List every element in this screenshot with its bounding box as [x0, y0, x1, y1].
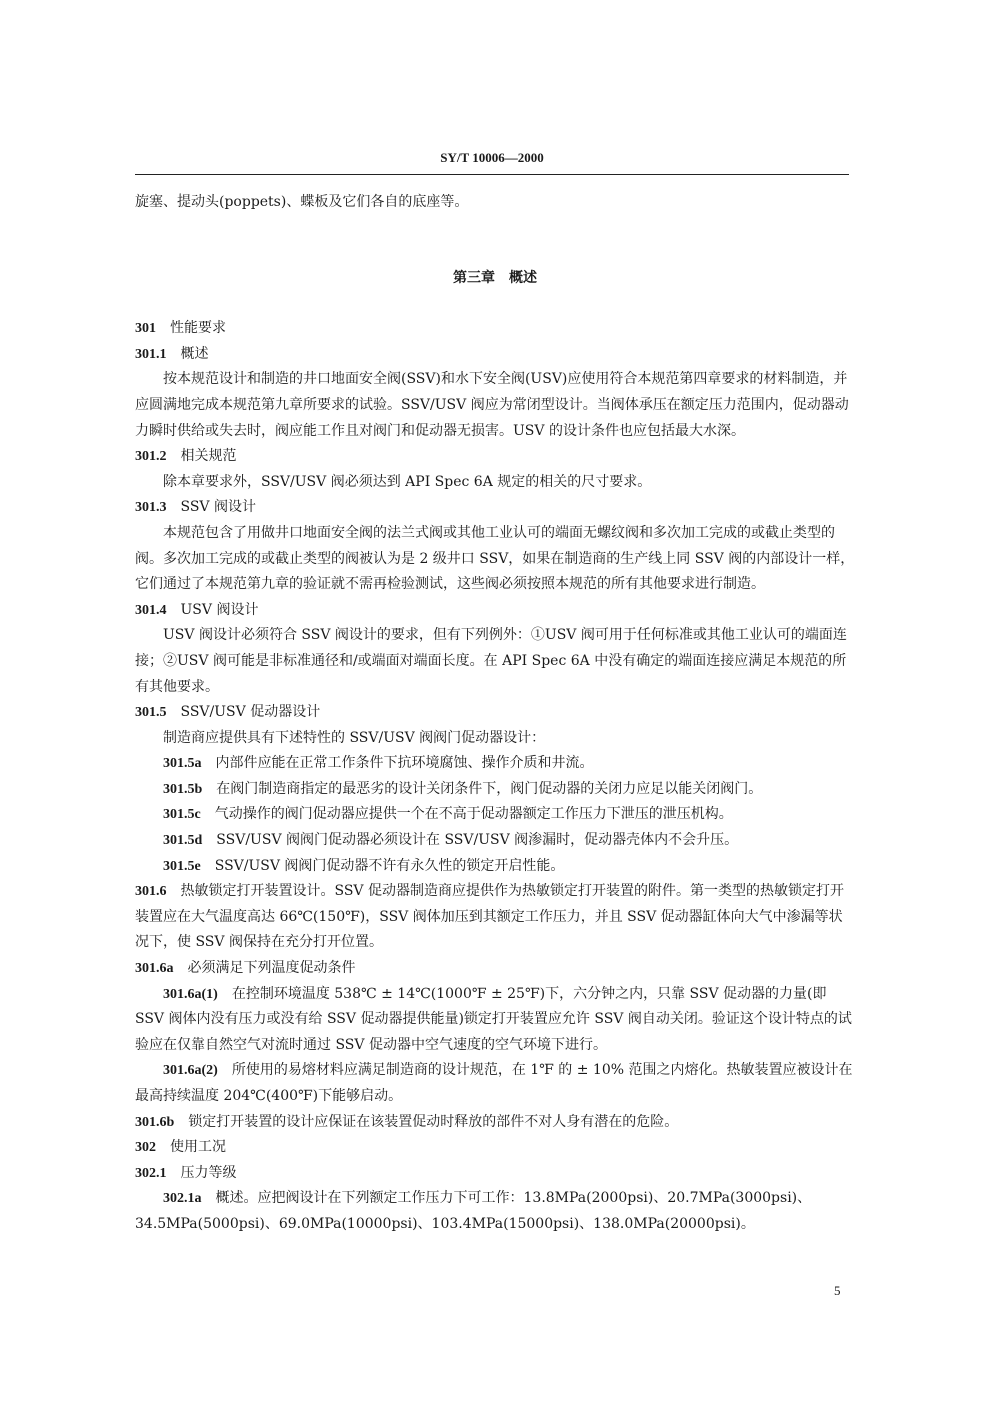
item-301-5e	[135, 854, 855, 880]
item-text: SSV/USV 阀阀门促动器必须设计在 SSV/USV 阀渗漏时，促动器壳体内不会升压。	[216, 832, 739, 849]
item-301-6a-1	[135, 982, 855, 1059]
item-text: 在控制环境温度 538℃ ± 14℃(1000℉ ± 25℉)下，六分钟之内，只靠 SSV 促动器的力量(即 SSV 阀体内没有压力或没有给 SSV 促动器提供能量)锁定打开装置应允许 SSV 阀自动关闭。验证这个设计特点的试验应在仅靠自然空气对流时通过 SSV 促动器中空气速度的空气环境下进行。	[135, 985, 852, 1053]
item-number: 301.5d	[163, 833, 203, 849]
item-text: 内部件应能在正常工作条件下抗环境腐蚀、操作介质和井流。	[215, 755, 594, 772]
section-heading-302-1	[135, 1161, 855, 1187]
item-text: 在阀门制造商指定的最恶劣的设计关闭条件下，阀门促动器的关闭力应足以能关闭阀门。	[216, 780, 763, 797]
chapter-title: 第三章 概述	[453, 269, 537, 286]
item-301-5b	[135, 777, 855, 803]
section-number: 301.6	[135, 884, 167, 900]
item-number: 301.6a(1)	[163, 986, 218, 1002]
item-text: 气动操作的阀门促动器应提供一个在不高于促动器额定工作压力下泄压的泄压机构。	[214, 806, 733, 823]
section-heading-302	[135, 1135, 855, 1161]
item-text: 所使用的易熔材料应满足制造商的设计规范，在 1℉ 的 ± 10% 范围之内熔化。热敏装置应被设计在最高持续温度 204℃(400℉)下能够启动。	[135, 1062, 853, 1104]
item-number: 301.5a	[163, 756, 202, 772]
item-text: SSV/USV 阀阀门促动器不许有永久性的锁定开启性能。	[214, 857, 565, 874]
paragraph-301-6	[135, 879, 855, 956]
section-number: 301.3	[135, 500, 167, 516]
item-number: 301.5c	[163, 807, 201, 823]
section-title: SSV 阀设计	[180, 499, 256, 516]
section-heading-301	[135, 316, 855, 342]
section-title: USV 阀设计	[180, 601, 259, 618]
section-title: 使用工况	[170, 1139, 226, 1156]
item-301-5c	[135, 802, 855, 828]
page-header: SY/T 10006—2000	[440, 150, 544, 165]
section-heading-301-5	[135, 700, 855, 726]
section-title: 必须满足下列温度促动条件	[187, 960, 356, 977]
section-title: SSV/USV 促动器设计	[180, 704, 321, 721]
section-heading-301-2	[135, 444, 855, 470]
section-heading-301-6a	[135, 956, 855, 982]
paragraph-301-1: 按本规范设计和制造的井口地面安全阀(SSV)和水下安全阀(USV)应使用符合本规范第四章要求的材料制造，并应圆满地完成本规范第九章所要求的试验。SSV/USV 阀应为常闭型设计。当阀体承压在额定压力范围内，促动器动力瞬时供给或失去时，阀应能工作且对阀门和促动器无损害。USV 的设计条件也应包括最大水深。	[135, 371, 849, 439]
section-text: 热敏锁定打开装置设计。SSV 促动器制造商应提供作为热敏锁定打开装置的附件。第一类型的热敏锁定打开装置应在大气温度高达 66℃(150℉)，SSV 阀体加压到其额定工作压力，并且 SSV 促动器缸体向大气中渗漏等状况下，使 SSV 阀保持在充分打开位置。	[135, 883, 844, 951]
item-301-6a-2	[135, 1058, 855, 1109]
section-number: 301.6a	[135, 961, 174, 977]
header-rule	[135, 174, 849, 175]
section-heading-301-3	[135, 495, 855, 521]
section-title: 压力等级	[180, 1164, 237, 1181]
section-number: 301.1	[135, 346, 167, 362]
section-text: 锁定打开装置的设计应保证在该装置促动时释放的部件不对人身有潜在的危险。	[188, 1113, 679, 1130]
item-text: 概述。应把阀设计在下列额定工作压力下可工作：13.8MPa(2000psi)、20.7MPa(3000psi)、34.5MPa(5000psi)、69.0MPa(10000psi)、103.4MPa(15000psi)、138.0MPa(20000psi)。	[135, 1190, 812, 1232]
item-number: 301.5e	[163, 858, 201, 874]
body-text	[135, 190, 855, 1238]
item-number: 301.6a(2)	[163, 1063, 218, 1079]
section-number: 301.2	[135, 449, 167, 465]
paragraph-301-2: 除本章要求外，SSV/USV 阀必须达到 API Spec 6A 规定的相关的尺寸要求。	[163, 473, 652, 490]
section-heading-301-1	[135, 342, 855, 368]
item-number: 301.5b	[163, 781, 203, 797]
item-number: 302.1a	[163, 1191, 202, 1207]
section-number: 301.5	[135, 705, 167, 721]
section-number: 301.4	[135, 602, 167, 618]
paragraph-302-1a	[135, 1186, 855, 1237]
page-number: 5	[834, 1283, 841, 1298]
section-number: 301	[135, 321, 156, 337]
item-301-5a	[135, 751, 855, 777]
continued-paragraph: 旋塞、提动头(poppets)、蝶板及它们各自的底座等。	[135, 194, 469, 210]
section-title: 性能要求	[170, 320, 226, 337]
section-heading-301-4	[135, 598, 855, 624]
paragraph-301-6b	[135, 1110, 855, 1136]
section-title: 相关规范	[180, 448, 237, 465]
section-number: 302.1	[135, 1165, 167, 1181]
section-number: 302	[135, 1140, 156, 1156]
section-number: 301.6b	[135, 1114, 175, 1130]
item-301-5d	[135, 828, 855, 854]
section-title: 概述	[180, 345, 209, 362]
paragraph-301-3: 本规范包含了用做井口地面安全阀的法兰式阀或其他工业认可的端面无螺纹阀和多次加工完成的或截止类型的阀。多次加工完成的或截止类型的阀被认为是 2 级井口 SSV，如果在制造商的生产线上同 SSV 阀的内部设计一样，它们通过了本规范第九章的验证就不需再检验测试，这些阀必须按照本规范的所有其他要求进行制造。	[135, 524, 855, 593]
paragraph-301-4: USV 阀设计必须符合 SSV 阀设计的要求，但有下列例外：①USV 阀可用于任何标准或其他工业认可的端面连接；②USV 阀可能是非标准通径和/或端面对端面长度。在 API Spec 6A 中没有确定的端面连接应满足本规范的所有其他要求。	[135, 627, 847, 695]
paragraph-301-5: 制造商应提供具有下述特性的 SSV/USV 阀阀门促动器设计：	[163, 729, 546, 746]
